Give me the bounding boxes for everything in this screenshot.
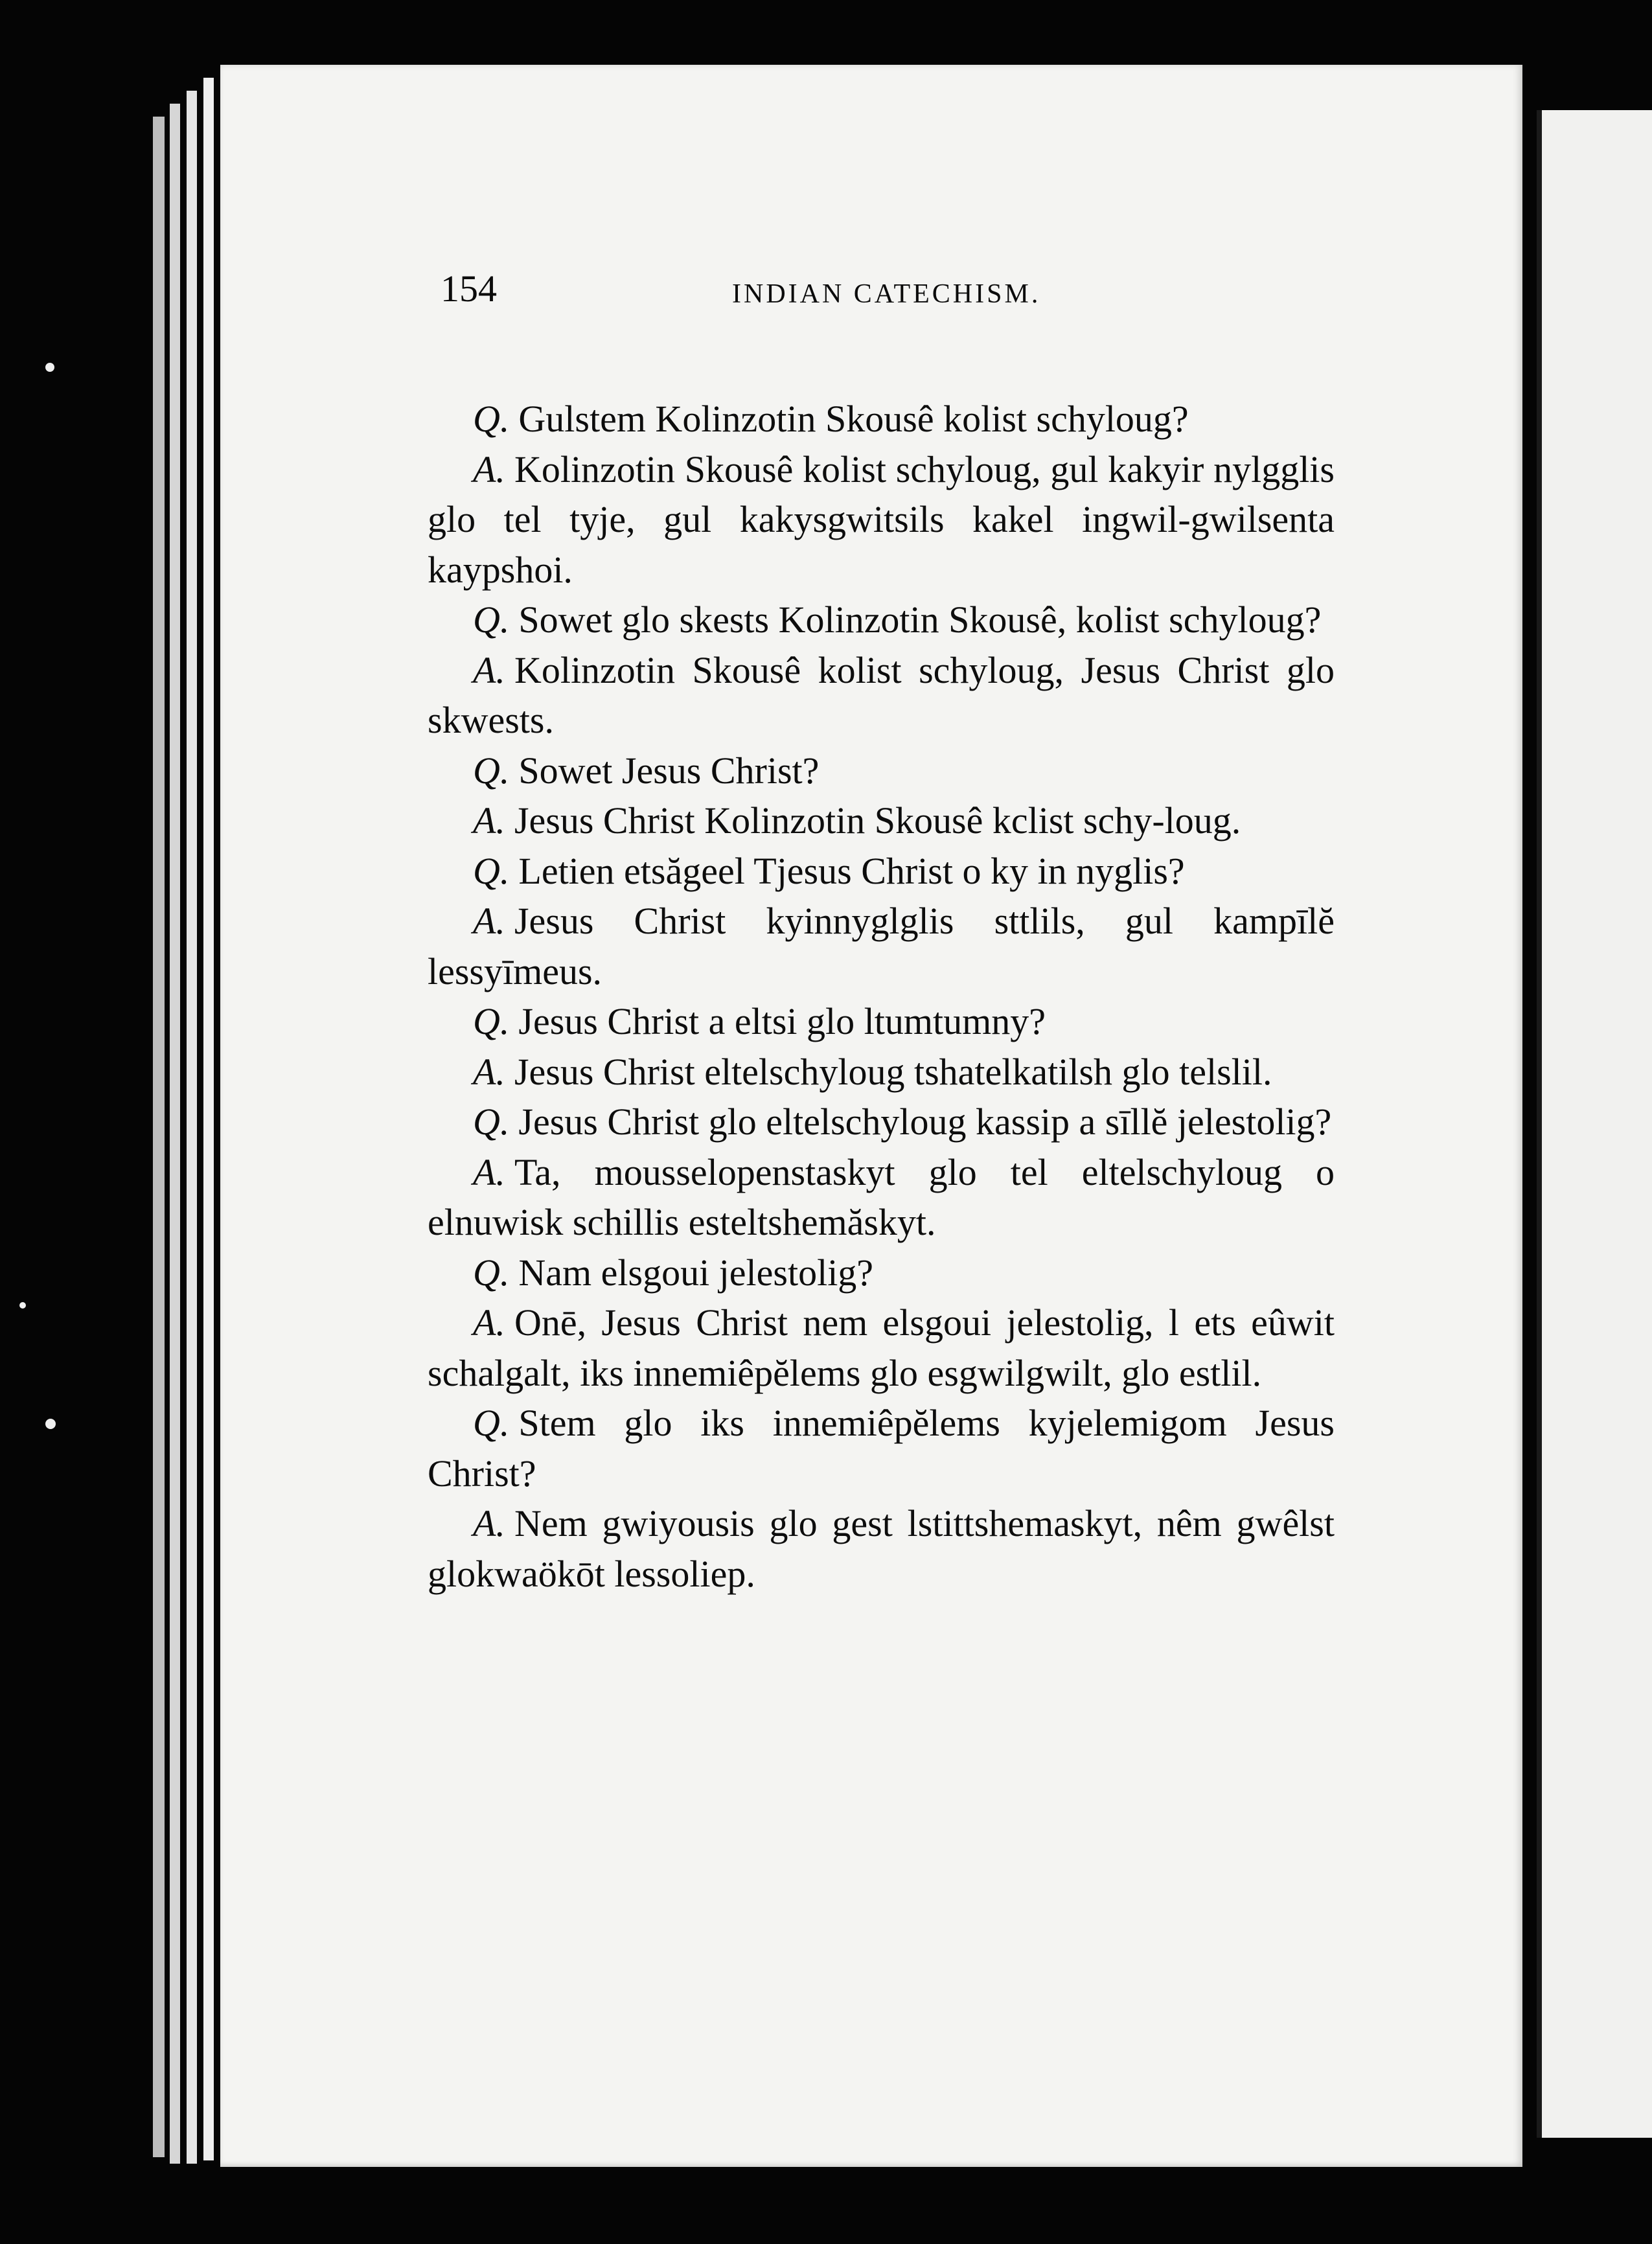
- qa-label: Q.: [473, 599, 510, 641]
- paragraph-text: Sowet Jesus Christ?: [518, 749, 820, 792]
- qa-label: A.: [473, 1301, 505, 1344]
- page-edge: [203, 78, 214, 2160]
- page-edge: [153, 117, 165, 2157]
- paragraph-text: Sowet glo skests Kolinzotin Skousê, kolist schyloug?: [518, 599, 1322, 641]
- qa-label: Q.: [473, 1251, 510, 1294]
- question-paragraph: [428, 996, 1335, 1047]
- scan-speck: [45, 1419, 56, 1429]
- paragraph-text: Stem glo iks innemiêpĕlems kyjelemigom Jesus Christ?: [428, 1402, 1335, 1494]
- qa-label: A.: [473, 1502, 505, 1544]
- page-number: 154: [441, 268, 497, 310]
- answer-paragraph: [428, 1147, 1335, 1248]
- paragraph-text: Kolinzotin Skousê kolist schyloug, gul kakyir nylgglis glo tel tyje, gul kakysgwitsils kakel ingwil-gwilsenta kaypshoi.: [428, 448, 1335, 591]
- page-edge: [170, 104, 180, 2164]
- paragraph-text: Nem gwiyousis glo gest lstittshemaskyt, nêm gwêlst glokwaökōt lessoliep.: [428, 1502, 1335, 1595]
- answer-paragraph: [428, 1298, 1335, 1398]
- facing-page: [1537, 110, 1652, 2138]
- paragraph-text: Ta, mousselopenstaskyt glo tel eltelschyloug o elnuwisk schillis esteltshemăskyt.: [428, 1151, 1335, 1243]
- question-paragraph: [428, 846, 1335, 897]
- qa-label: A.: [473, 648, 505, 691]
- scan-speck: [19, 1302, 26, 1309]
- running-title: INDIAN CATECHISM.: [732, 279, 1041, 309]
- paragraph-text: Jesus Christ a eltsi glo ltumtumny?: [518, 1000, 1046, 1042]
- answer-paragraph: [428, 896, 1335, 996]
- paragraph-text: Nam elsgoui jelestolig?: [518, 1251, 874, 1294]
- qa-label: A.: [473, 1151, 505, 1193]
- qa-label: A.: [473, 1050, 505, 1093]
- question-paragraph: [428, 1248, 1335, 1298]
- answer-paragraph: [428, 796, 1335, 846]
- qa-label: Q.: [473, 1101, 510, 1143]
- paragraph-text: Jesus Christ glo eltelschyloug kassip a sīllĕ jelestolig?: [518, 1101, 1332, 1143]
- answer-paragraph: [428, 645, 1335, 746]
- question-paragraph: [428, 1097, 1335, 1147]
- qa-label: A.: [473, 900, 505, 942]
- question-paragraph: [428, 746, 1335, 796]
- answer-paragraph: [428, 444, 1335, 595]
- qa-label: Q.: [473, 749, 510, 792]
- paragraph-text: Letien etsăgeel Tjesus Christ o ky in nyglis?: [518, 849, 1185, 892]
- paragraph-text: Jesus Christ Kolinzotin Skousê kclist schy-loug.: [514, 799, 1241, 842]
- running-head: [441, 267, 1581, 364]
- scan-speck: [45, 363, 54, 372]
- qa-label: Q.: [473, 849, 510, 892]
- page-edge: [187, 91, 197, 2164]
- question-paragraph: [428, 394, 1335, 444]
- paragraph-text: Kolinzotin Skousê kolist schyloug, Jesus Christ glo skwests.: [428, 648, 1335, 741]
- qa-label: A.: [473, 799, 505, 842]
- qa-label: Q.: [473, 398, 510, 440]
- answer-paragraph: [428, 1047, 1335, 1097]
- qa-label: Q.: [473, 1402, 510, 1444]
- question-paragraph: [428, 1398, 1335, 1498]
- qa-label: Q.: [473, 1000, 510, 1042]
- paragraph-text: Jesus Christ kyinnyglglis sttlils, gul kampīlĕ lessyīmeus.: [428, 900, 1335, 992]
- paragraph-text: Gulstem Kolinzotin Skousê kolist schyloug?: [518, 398, 1189, 440]
- paragraph-text: Jesus Christ eltelschyloug tshatelkatilsh glo telslil.: [514, 1050, 1272, 1093]
- catechism-text: [428, 394, 1335, 1599]
- qa-label: A.: [473, 448, 505, 490]
- question-paragraph: [428, 595, 1335, 645]
- answer-paragraph: [428, 1498, 1335, 1599]
- paragraph-text: Onē, Jesus Christ nem elsgoui jelestolig, l ets eûwit schalgalt, iks innemiêpĕlems glo esgwilgwilt, glo estlil.: [428, 1301, 1335, 1394]
